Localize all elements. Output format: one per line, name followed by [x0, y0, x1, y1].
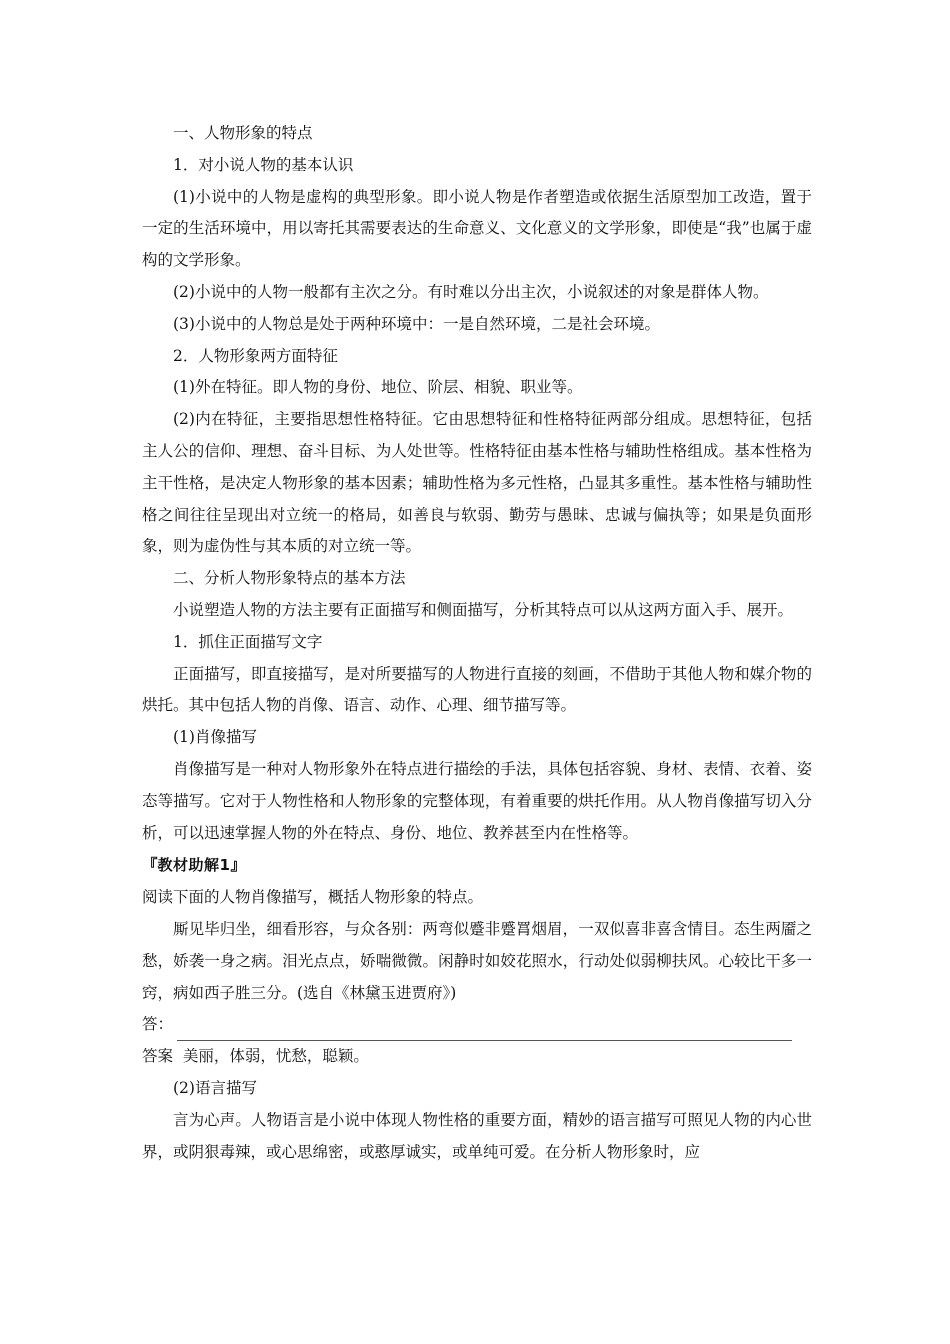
exercise-passage: 厮见毕归坐，细看形容，与众各别：两弯似蹙非蹙罥烟眉，一双似喜非喜含情目。态生两靥之愁，娇袭一身之病。泪光点点，娇喘微微。闲静时如姣花照水，行动处似弱柳扶风。心较比干多一窍，病如西子胜三分。(选自《林黛玉进贾府》) [142, 919, 812, 1002]
answer-blank-line[interactable] [177, 1018, 792, 1041]
paragraph-two-environments: (3)小说中的人物总是处于两种环境中：一是自然环境，二是社会环境。 [173, 314, 660, 333]
exercise-bracket-close: 』 [230, 855, 246, 875]
subheading-language: (2)语言描写 [173, 1078, 257, 1097]
answer-row [142, 1041, 812, 1073]
answer-field-row [142, 1009, 812, 1041]
paragraph-internal-features: (2)内在特征，主要指思想性格特征。它由思想特征和性格特征两部分组成。思想特征，包括主人公的信仰、理想、奋斗目标、为人处世等。性格特征由基本性格与辅助性格组成。基本性格为主干性格，是决定人物形象的基本因素；辅助性格为多元性格，凸显其多重性。基本性格与辅助性格之间往往呈现出对立统一的格局，如善良与软弱、勤劳与愚昧、忠诚与偏执等；如果是负面形象，则为虚伪性与其本质的对立统一等。 [142, 410, 812, 556]
paragraph-main-minor: (2)小说中的人物一般都有主次之分。有时难以分出主次，小说叙述的对象是群体人物。 [173, 282, 769, 301]
subheading-portrait: (1)肖像描写 [173, 728, 257, 747]
subheading-direct-description: 1．抓住正面描写文字 [173, 632, 323, 651]
answer-label: 答案 [142, 1047, 174, 1066]
heading-two: 二、分析人物形象特点的基本方法 [173, 569, 406, 588]
exercise-label-text: 教材助解1 [157, 856, 231, 875]
answer-text: 美丽，体弱，忧愁，聪颖。 [182, 1047, 369, 1066]
paragraph-methods: 小说塑造人物的方法主要有正面描写和侧面描写，分析其特点可以从这两方面入手、展开。 [173, 600, 794, 619]
subheading-two-features: 2．人物形象两方面特征 [173, 346, 338, 365]
subheading-basic-understanding: 1．对小说人物的基本认识 [173, 155, 354, 174]
answer-prefix: 答： [142, 1015, 174, 1034]
paragraph-external-features: (1)外在特征。即人物的身份、地位、阶层、相貌、职业等。 [173, 378, 583, 397]
paragraph-portrait: 肖像描写是一种对人物形象外在特点进行描绘的手法，具体包括容貌、身材、表情、衣着、姿态等描写。它对于人物性格和人物形象的完整体现，有着重要的烘托作用。从人物肖像描写切入分析，可以迅速掌握人物的外在特点、身份、地位、教养甚至内在性格等。 [142, 759, 812, 842]
paragraph-fictional-typical: (1)小说中的人物是虚构的典型形象。即小说人物是作者塑造或依据生活原型加工改造，置于一定的生活环境中，用以寄托其需要表达的生命意义、文化意义的文学形象，即使是“我”也属于虚构的文学形象。 [142, 187, 812, 270]
paragraph-direct-description: 正面描写，即直接描写，是对所要描写的人物进行直接的刻画，不借助于其他人物和媒介物的烘托。其中包括人物的肖像、语言、动作、心理、细节描写等。 [142, 664, 812, 715]
heading-one: 一、人物形象的特点 [173, 124, 313, 142]
exercise-prompt: 阅读下面的人物肖像描写，概括人物形象的特点。 [142, 888, 484, 907]
document-body [142, 118, 812, 1168]
exercise-label [142, 849, 812, 882]
paragraph-language: 言为心声。人物语言是小说中体现人物性格的重要方面，精妙的语言描写可照见人物的内心世界，或阴狠毒辣，或心思绵密，或憨厚诚实，或单纯可爱。在分析人物形象时，应 [142, 1110, 812, 1161]
exercise-bracket-open: 『 [142, 855, 158, 875]
